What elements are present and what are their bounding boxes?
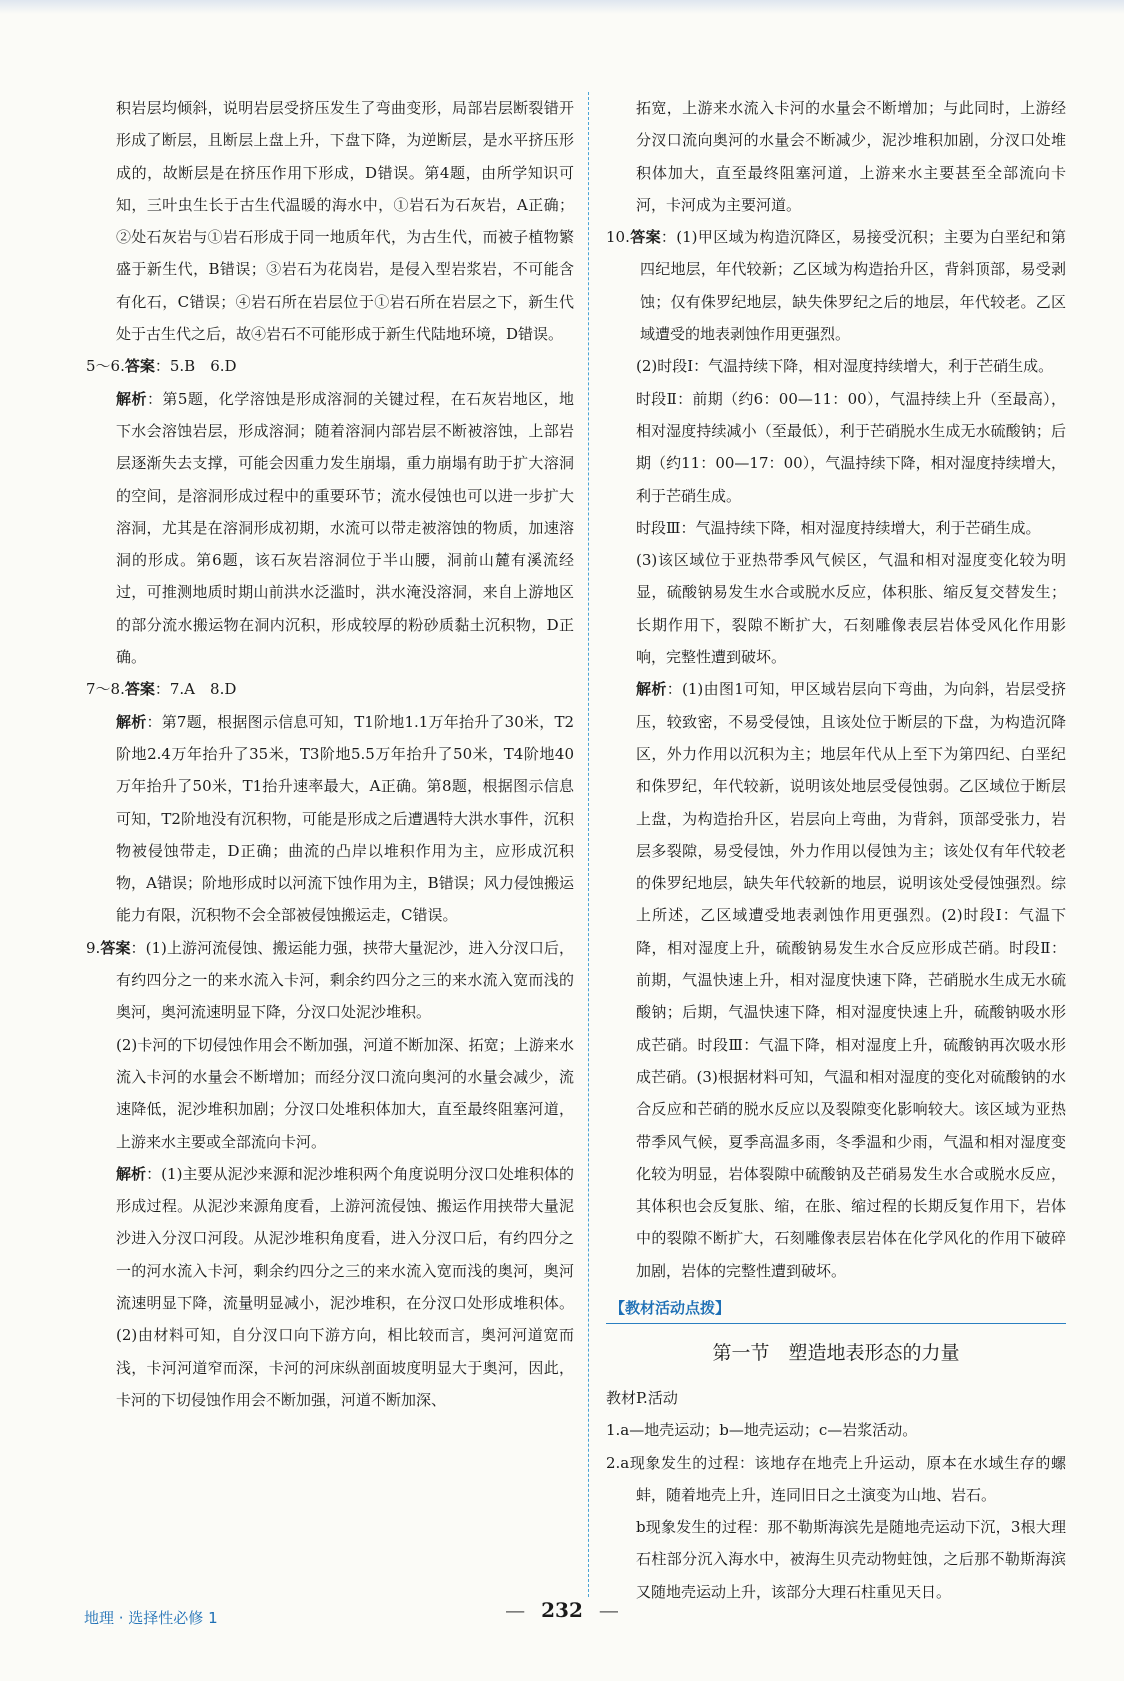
analysis-text: ：第5题，化学溶蚀是形成溶洞的关键过程，在石灰岩地区，地下水会溶蚀岩层，形成溶洞；随着溶洞内部岩层不断被溶蚀，上部岩层逐渐失去支撑，可能会因重力发生崩塌，重力崩塌有助于扩大溶洞的空间，是溶洞形成过程中的重要环节；流水侵蚀也可以进一步扩大溶洞，尤其是在溶洞形成初期，水流可以带走被溶蚀的物质，加速溶洞的形成。第6题，该石灰岩溶洞位于半山腰，洞前山麓有溪流经过，可推测地质时期山前洪水泛滥时，洪水淹没溶洞，来自上游地区的部分流水搬运物在洞内沉积，形成较厚的粉砂质黏土沉积物，D正确。 <box>116 389 574 667</box>
activity-item-1: 1.a—地壳运动；b—地壳运动；c—岩浆活动。 <box>606 1421 918 1440</box>
analysis-q5-6 <box>86 383 574 674</box>
question-number: 10. <box>606 228 630 247</box>
page-dash-left: — <box>505 1598 526 1622</box>
analysis-q9 <box>86 1158 574 1416</box>
textbook-reference: 教材P.活动 <box>606 1388 678 1407</box>
analysis-label: 解析 <box>116 712 147 731</box>
question-number: 9. <box>86 938 101 957</box>
analysis-text: ：第7题，根据图示信息可知，T1阶地1.1万年抬升了30米，T2阶地2.4万年抬升了35米，T3阶地5.5万年抬升了50米，T4阶地40万年抬升了50米，T1抬升速率最大，A正确。第8题，根据图示信息可知，T2阶地没有沉积物，可能是形成之后遭遇特大洪水事件，沉积物被侵蚀带走，D正确；曲流的凸岸以堆积作用为主，应形成沉积物，A错误；阶地形成时以河流下蚀作用为主，B错误；风力侵蚀搬运能力有限，沉积物不会全部被侵蚀搬运走，C错误。 <box>116 712 574 925</box>
answer-label: 答案 <box>124 680 155 699</box>
page-number: 232 <box>541 1598 583 1622</box>
page-number-row <box>0 1598 1124 1622</box>
answer-q10-part1 <box>606 221 1066 350</box>
answer-text: ：(1)甲区域为构造沉降区，易接受沉积；主要为白垩纪和第四纪地层，年代较新；乙区域为构造抬升区，背斜顶部，易受剥蚀；仅有侏罗纪地层，缺失侏罗纪之后的地层，年代较老。乙区域遭受的地表剥蚀作用更强烈。 <box>640 228 1066 344</box>
activity-item-2a: 2.a现象发生的过程：该地存在地壳上升运动，原本在水域生存的螺蚌，随着地壳上升，连同旧日之土演变为山地、岩石。 <box>606 1453 1066 1504</box>
analysis-label: 解析 <box>636 680 667 699</box>
answer-label: 答案 <box>124 357 155 376</box>
analysis-label: 解析 <box>116 1164 147 1183</box>
activity-item-2b: b现象发生的过程：那不勒斯海滨先是随地壳运动下沉，3根大理石柱部分沉入海水中，被海生贝壳动物蛀蚀，之后那不勒斯海滨又随地壳运动上升，该部分大理石柱重见天日。 <box>636 1518 1066 1601</box>
answer-q9-part1 <box>86 932 574 1029</box>
question-number: 5～6. <box>86 357 125 376</box>
analysis-label: 解析 <box>116 389 147 408</box>
answer-label: 答案 <box>629 228 661 247</box>
answer-q5-6 <box>86 350 574 382</box>
page-dash-right: — <box>598 1598 619 1622</box>
analysis-q10 <box>606 673 1066 1287</box>
analysis-q9-continuation: 拓宽，上游来水流入卡河的水量会不断增加；与此同时，上游经分汊口流向奥河的水量会不断减少，泥沙堆积加剧，分汊口处堆积体加大，直至最终阻塞河道，上游来水主要甚至全部流向卡河，卡河成为主要河道。 <box>636 99 1066 214</box>
answer-q9-part2: (2)卡河的下切侵蚀作用会不断加强，河道不断加深、拓宽；上游来水流入卡河的水量会不断增加；而经分汊口流向奥河的水量会减少，流速降低，泥沙堆积加剧；分汊口处堆积体加大，直至最终阻塞河道，上游来水主要或全部流向卡河。 <box>116 1035 574 1151</box>
answer-q10-part2-period3: 时段Ⅲ：气温持续下降，相对湿度持续增大，利于芒硝生成。 <box>636 518 1041 537</box>
section-title: 第一节 塑造地表形态的力量 <box>712 1341 960 1364</box>
section-tag-bar <box>606 1293 1066 1324</box>
analysis-text: ：(1)由图1可知，甲区域岩层向下弯曲，为向斜，岩层受挤压，较致密，不易受侵蚀，且该处位于断层的下盘，为构造沉降区，外力作用以沉积为主；地层年代从上至下为第四纪、白垩纪和侏罗纪，年代较新，说明该处地层受侵蚀弱。乙区域位于断层上盘，为构造抬升区，岩层向上弯曲，为背斜，顶部受张力，岩层多裂隙，易受侵蚀，外力作用以侵蚀为主；该处仅有年代较老的侏罗纪地层，缺失年代较新的地层，说明该处受侵蚀强烈。综上所述，乙区域遭受地表剥蚀作用更强烈。(2)时段Ⅰ：气温下降，相对湿度上升，硫酸钠易发生水合反应形成芒硝。时段Ⅱ：前期，气温快速上升，相对湿度快速下降，芒硝脱水生成无水硫酸钠；后期，气温快速下降，相对湿度快速上升，硫酸钠吸水形成芒硝。时段Ⅲ：气温下降，相对湿度上升，硫酸钠再次吸水形成芒硝。(3)根据材料可知，气温和相对湿度的变化对硫酸钠的水合反应和芒硝的脱水反应以及裂隙变化影响较大。该区域为亚热带季风气候，夏季高温多雨，冬季温和少雨，气温和相对湿度变化较为明显，岩体裂隙中硫酸钠及芒硝易发生水合或脱水反应，其体积也会反复胀、缩，在胀、缩过程的长期反复作用下，岩体中的裂隙不断扩大，石刻雕像表层岩体在化学风化的作用下破碎加剧，岩体的完整性遭到破坏。 <box>636 680 1066 1280</box>
top-scan-strip <box>0 0 1124 14</box>
answer-label: 答案 <box>100 938 131 957</box>
answer-q10-part2-period2: 时段Ⅱ：前期（约6：00—11：00），气温持续上升（至最高），相对湿度持续减小（至最低），利于芒硝脱水生成无水硫酸钠；后期（约11：00—17：00），气温持续下降，相对湿度持续增大，利于芒硝生成。 <box>636 389 1066 505</box>
answer-q10-part3: (3)该区域位于亚热带季风气候区，气温和相对湿度变化较为明显，硫酸钠易发生水合或脱水反应，体积胀、缩反复交替发生；长期作用下，裂隙不断扩大，石刻雕像表层岩体受风化作用影响，完整性遭到破坏。 <box>636 551 1066 667</box>
right-column <box>606 92 1066 1608</box>
analysis-q7-8 <box>86 706 574 932</box>
answer-q10-part2: (2)时段Ⅰ：气温持续下降，相对湿度持续增大，利于芒硝生成。 <box>636 357 1054 376</box>
left-column <box>86 92 574 1416</box>
analysis-text: ：(1)主要从泥沙来源和泥沙堆积两个角度说明分汊口处堆积体的形成过程。从泥沙来源角度看，上游河流侵蚀、搬运作用挟带大量泥沙进入分汊口河段。从泥沙堆积角度看，进入分汊口后，有约四分之一的河水流入卡河，剩余约四分之三的来水流入宽而浅的奥河，奥河流速明显下降，流量明显减小，泥沙堆积，在分汊口处形成堆积体。(2)由材料可知，自分汊口向下游方向，相比较而言，奥河河道宽而浅，卡河河道窄而深，卡河的河床纵剖面坡度明显大于奥河，因此，卡河的下切侵蚀作用会不断加强，河道不断加深、 <box>116 1164 574 1409</box>
footer-subject: 地理 · 选择性必修 1 <box>84 1609 218 1627</box>
section-tag: 【教材活动点拨】 <box>610 1298 731 1317</box>
column-divider <box>588 92 589 1597</box>
answer-text: ：(1)上游河流侵蚀、搬运能力强，挟带大量泥沙，进入分汊口后，有约四分之一的来水流入卡河，剩余约四分之三的来水流入宽而浅的奥河，奥河流速明显下降，分汊口处泥沙堆积。 <box>116 938 574 1022</box>
answer-q7-8 <box>86 673 574 705</box>
answer-text: ：7.A 8.D <box>154 680 237 699</box>
answer-text: ：5.B 6.D <box>154 357 237 376</box>
question-number: 7～8. <box>86 680 125 699</box>
paragraph-q3-4-continuation: 积岩层均倾斜，说明岩层受挤压发生了弯曲变形，局部岩层断裂错开形成了断层，且断层上盘上升，下盘下降，为逆断层，是水平挤压形成的，故断层是在挤压作用下形成，D错误。第4题，由所学知识可知，三叶虫生长于古生代温暖的海水中，①岩石为石灰岩，A正确；②处石灰岩与①岩石形成于同一地质年代，为古生代，而被子植物繁盛于新生代，B错误；③岩石为花岗岩，是侵入型岩浆岩，不可能含有化石，C错误；④岩石所在岩层位于①岩石所在岩层之下，新生代处于古生代之后，故④岩石不可能形成于新生代陆地环境，D错误。 <box>116 99 574 344</box>
